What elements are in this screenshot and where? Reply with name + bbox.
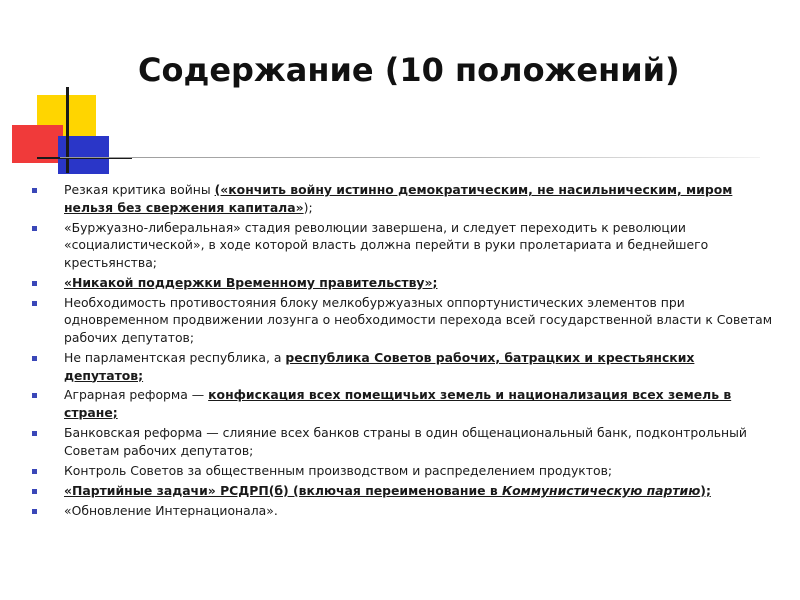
bullet-icon	[32, 356, 37, 361]
item-text: Необходимость противостояния блоку мелкобуржуазных оппортунистических элементов при одновременном продвижении лозунга о необходимости перехода всей государственной власти к Советам рабочих депутатов;	[64, 294, 773, 345]
bullet-icon	[32, 469, 37, 474]
list-item	[32, 294, 777, 347]
list-item	[32, 181, 777, 216]
list-item	[32, 219, 777, 272]
item-text: Резкая критика войны	[64, 182, 215, 197]
item-text: Аграрная реформа —	[64, 387, 209, 403]
item-text: «Обновление Интернационала».	[64, 502, 278, 518]
list-item	[32, 482, 777, 500]
item-text-tail: ;	[432, 274, 438, 290]
bullet-icon	[32, 188, 37, 193]
list-item	[32, 424, 777, 459]
item-emphasis: конфискация всех помещичьих земель и национализация всех земель в стране;	[64, 387, 732, 421]
item-text: «Буржуазно-либеральная» стадия революции завершена, и следует переходить к революции «социалистической», в ходе которой власть должна перейти в руки пролетариата и беднейшего крестьянства;	[64, 219, 709, 270]
bullet-icon	[32, 393, 37, 398]
bullet-icon	[32, 281, 37, 286]
list-item	[32, 386, 777, 421]
item-emphasis-italic: Коммунистическую партию	[502, 482, 701, 498]
list-item	[32, 274, 777, 292]
item-text-tail: );	[303, 199, 313, 215]
list-item	[32, 502, 777, 520]
slide-title: Содержание (10 положений)	[138, 51, 680, 89]
bullet-icon	[32, 301, 37, 306]
item-emphasis: республика Советов рабочих, батрацких и крестьянских депутатов;	[64, 349, 695, 383]
bullet-icon	[32, 489, 37, 494]
item-emphasis: («кончить войну истинно демократическим, не насильническим, миром нельзя без свержения капитала»	[64, 182, 733, 215]
item-text: Контроль Советов за общественным производством и распределением продуктов;	[64, 462, 613, 478]
bullet-icon	[32, 431, 37, 436]
item-text: Банковская реформа — слияние всех банков страны в один общенациональный банк, подконтрольный Советам рабочих депутатов;	[64, 425, 747, 458]
list-item	[32, 349, 777, 384]
content-list	[32, 181, 777, 522]
bullet-icon	[32, 509, 37, 514]
item-emphasis: «Никакой поддержки Временному правительству»	[64, 274, 433, 290]
item-text: Не парламентская республика, а	[64, 349, 286, 365]
bullet-icon	[32, 226, 37, 231]
list-item	[32, 462, 777, 480]
item-emphasis-tail: );	[700, 482, 711, 498]
title-underline-rule	[60, 157, 760, 158]
decor-vertical-line	[66, 87, 69, 173]
item-emphasis: «Партийные задачи» РСДРП(б) (включая переименование в	[64, 482, 503, 498]
